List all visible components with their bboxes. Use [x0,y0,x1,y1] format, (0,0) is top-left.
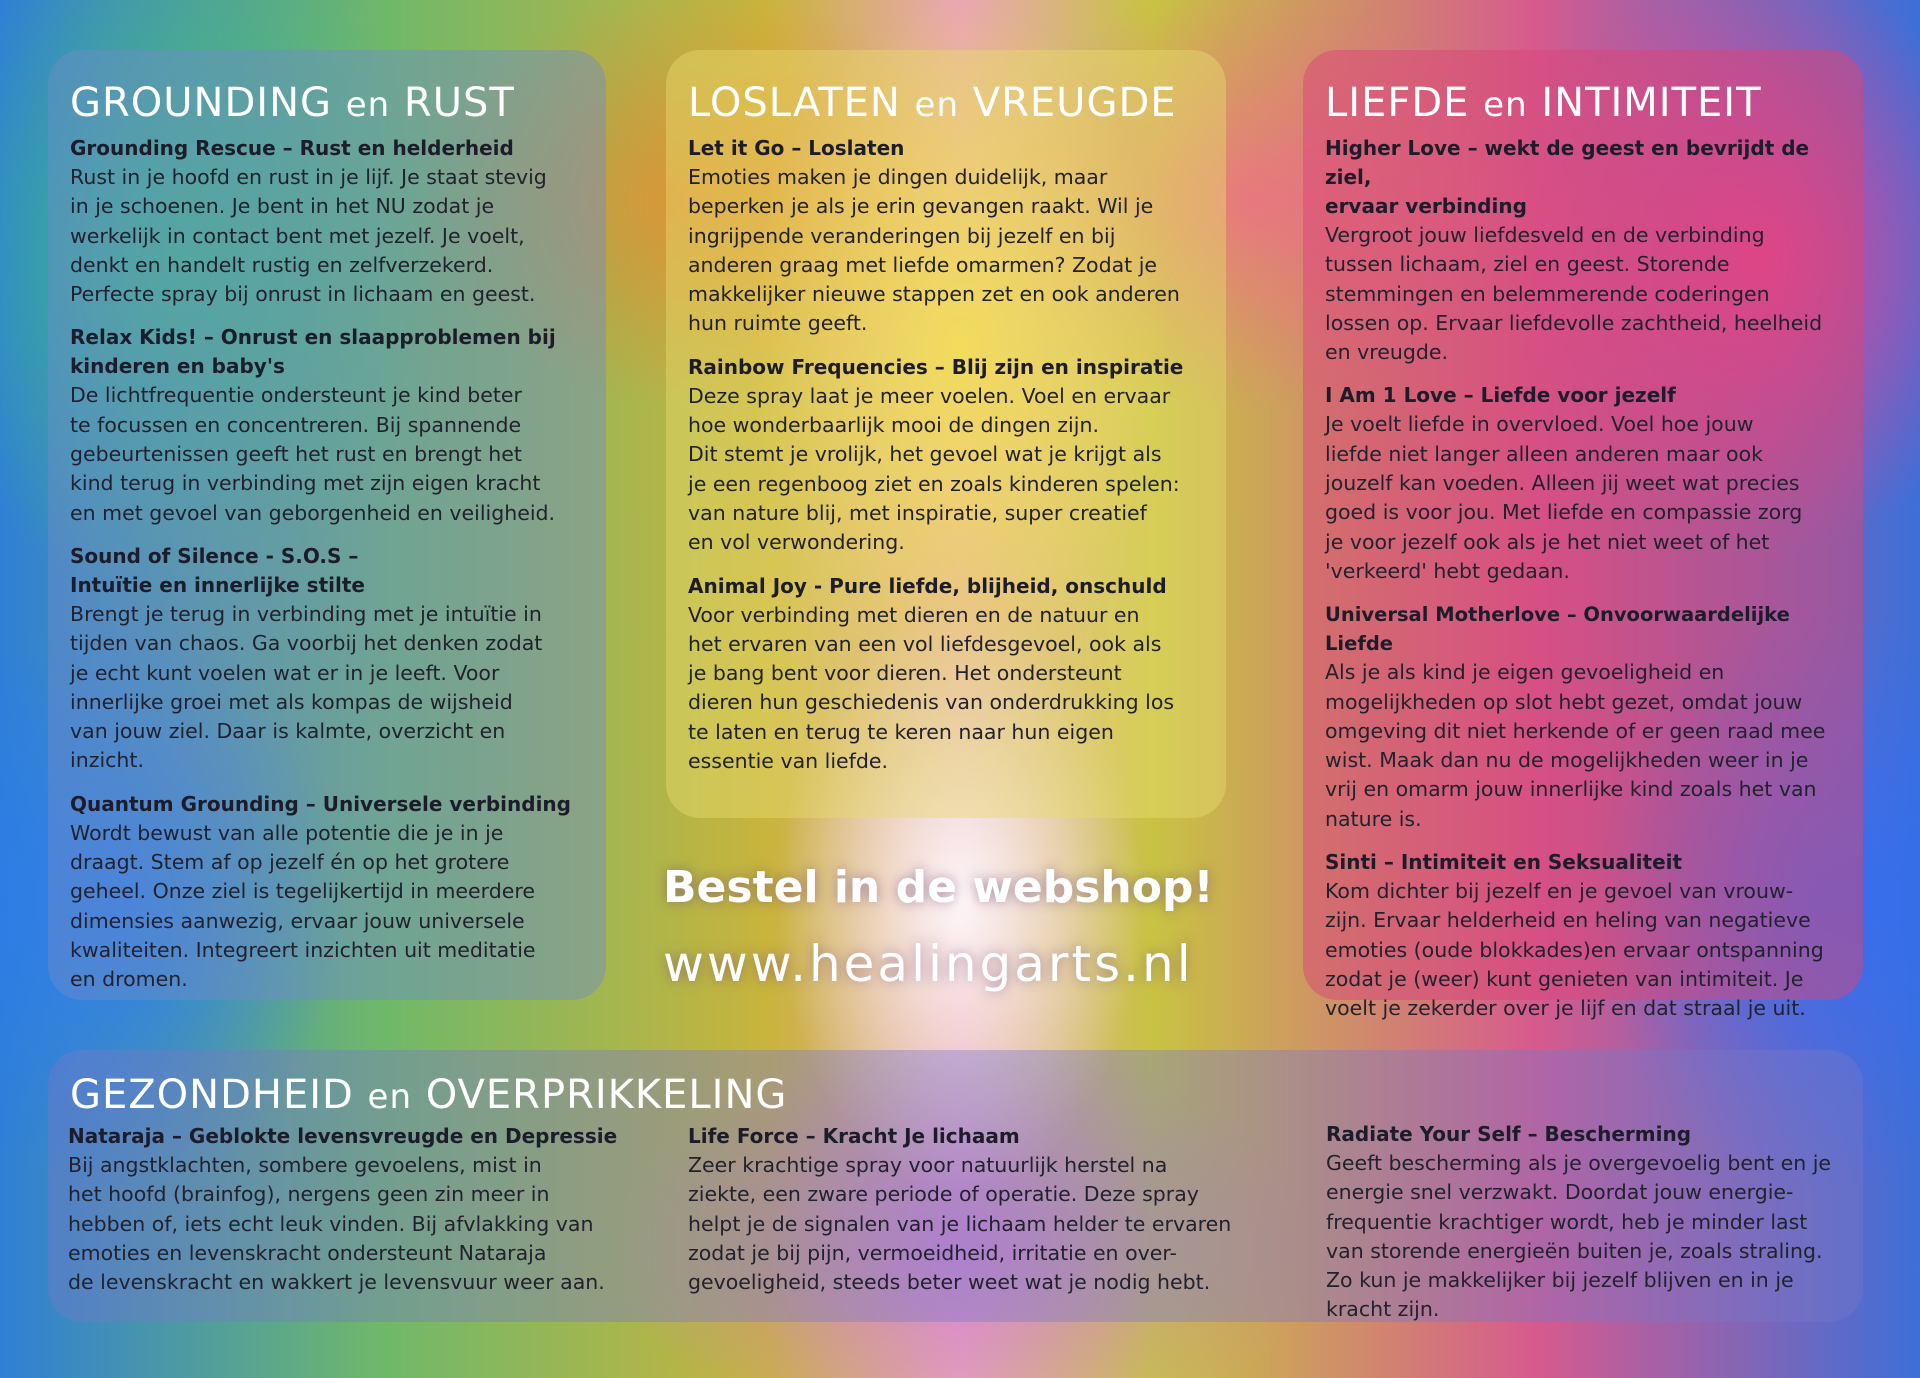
section-heading-gezondheid [70,1072,1843,1118]
product-description: De lichtfrequentie ondersteunt je kind beter te focussen en concentreren. Bij spannende gebeurtenissen geeft het rust en brengt het kind terug in verbinding met zijn eigen kracht en met gevoel van geborgenheid en veiligheid. [70,383,556,525]
product-description: Voor verbinding met dieren en de natuur en het ervaren van een vol liefdesgevoel, ook als je bang bent voor dieren. Het ondersteunt dieren hun geschiedenis van onderdrukking los te laten en terug te keren naar hun eigen essentie van liefde. [688,602,1175,774]
product-item [688,353,1206,558]
product-title: Sound of Silence - S.O.S – Intuïtie en innerlijke stilte [70,543,365,597]
panel-gezondheid-en-overprikkeling [48,1050,1863,1322]
product-item [1325,600,1843,834]
product-description: Geeft bescherming als je overgevoelig bent en je energie snel verzwakt. Doordat jouw energie- frequentie krachtiger wordt, heb je minder last van storende energieën buiten je, zoals straling. Zo kun je makkelijker bij jezelf blijven en in je kracht zijn. [1326,1151,1832,1322]
product-description: Kom dichter bij jezelf en je gevoel van vrouw- zijn. Ervaar helderheid en heling van negatieve emoties (oude blokkades)en ervaar ontspanning zodat je (weer) kunt genieten van intimiteit. Je voelt je zekerder over je lijf en dat straal je uit. [1325,879,1824,1021]
product-item [70,542,586,776]
product-description: Zeer krachtige spray voor natuurlijk herstel na ziekte, een zware periode of operatie. Deze spray helpt je de signalen van je lichaam helder te ervaren zodat je bij pijn, vermoeidheid, irritatie en over- gevoeligheid, steeds beter weet wat je nodig hebt. [688,1153,1232,1295]
product-title: Quantum Grounding – Universele verbinding [70,791,571,816]
product-item [1326,1120,1911,1339]
product-title: I Am 1 Love – Liefde voor jezelf [1325,383,1676,408]
product-title: Rainbow Frequencies – Blij zijn en inspiratie [688,354,1184,379]
product-title: Nataraja – Geblokte levensvreugde en Depressie [68,1124,618,1148]
heading-en: en [345,85,391,125]
product-item [688,1122,1273,1311]
product-title: Higher Love – wekt de geest en bevrijdt de ziel, ervaar verbinding [1325,136,1810,218]
heading-end: OVERPRIKKELING [425,1072,788,1118]
panel-grounding-en-rust [48,50,606,1000]
product-item [70,134,586,309]
product-item [70,790,586,995]
section-heading-grounding [70,80,586,126]
heading-main: LIEFDE [1325,80,1470,126]
product-item [1325,134,1843,367]
heading-en: en [914,85,960,125]
heading-en: en [1483,85,1528,125]
product-title: Grounding Rescue – Rust en helderheid [70,136,514,160]
product-description: Vergroot jouw liefdesveld en de verbinding tussen lichaam, ziel en geest. Storende stemmingen en belemmerende coderingen lossen op. Ervaar liefdevolle zachtheid, heelheid en vreugde. [1325,223,1823,365]
heading-end: INTIMITEIT [1541,80,1762,126]
product-description: Rust in je hoofd en rust in je lijf. Je staat stevig in je schoenen. Je bent in het NU zodat je werkelijk in contact bent met jezelf. Je voelt, denkt en handelt rustig en zelfverzekerd. Perfecte spray bij onrust in lichaam en geest. [70,165,547,307]
product-item [70,323,586,527]
product-item [688,134,1206,339]
heading-end: RUST [403,80,515,126]
heading-main: LOSLATEN [688,80,901,126]
heading-end: VREUGDE [972,80,1177,126]
product-description: Deze spray laat je meer voelen. Voel en ervaar hoe wonderbaarlijk mooi de dingen zijn. Dit stemt je vrolijk, het gevoel wat je krijgt als je een regenboog ziet en zoals kinderen spelen: van nature blij, met inspiratie, super creatief en vol verwondering. [688,383,1180,555]
webshop-url-link[interactable]: www.healingarts.nl [663,935,1194,993]
product-description: Als je als kind je eigen gevoeligheid en mogelijkheden op slot hebt gezet, omdat jouw omgeving dit niet herkende of er geen raad mee wist. Maak dan nu de mogelijkheden weer in je vrij en omarm jouw innerlijke kind zoals het van nature is. [1325,660,1826,831]
section-heading-liefde [1325,80,1843,126]
webshop-promo [663,862,1263,993]
panel-loslaten-en-vreugde [666,50,1226,818]
product-title: Relax Kids! – Onrust en slaapproblemen bij kinderen en baby's [70,325,556,379]
product-item [1325,381,1843,586]
product-title: Let it Go – Loslaten [688,136,905,160]
promo-title: Bestel in de webshop! [663,862,1214,913]
product-title: Life Force – Kracht Je lichaam [688,1124,1020,1148]
product-title: Sinti – Intimiteit en Seksualiteit [1325,850,1683,875]
heading-main: GROUNDING [70,80,332,126]
product-item [68,1122,653,1311]
product-description: Bij angstklachten, sombere gevoelens, mist in het hoofd (brainfog), nergens geen zin meer in hebben of, iets echt leuk vinden. Bij afvlakking van emoties en levenskracht ondersteunt Nataraja de levenskracht en wakkert je levensvuur weer aan. [68,1153,605,1295]
product-item [688,572,1206,777]
product-description: Je voelt liefde in overvloed. Voel hoe jouw liefde niet langer alleen anderen maar ook jouzelf kan voeden. Alleen jij weet wat precies goed is voor jou. Met liefde en compassie zorg je voor jezelf ook als je het niet weet of het 'verkeerd' hebt gedaan. [1325,412,1803,583]
heading-en: en [367,1077,413,1117]
product-title: Animal Joy - Pure liefde, blijheid, onschuld [688,573,1167,598]
product-description: Emoties maken je dingen duidelijk, maar beperken je als je erin gevangen raakt. Wil je ingrijpende veranderingen bij jezelf en bij anderen graag met liefde omarmen? Zodat je makkelijker nieuwe stappen zet en ook anderen hun ruimte geeft. [688,165,1180,336]
product-description: Brengt je terug in verbinding met je intuïtie in tijden van chaos. Ga voorbij het denken zodat je echt kunt voelen wat er in je leeft. Voor innerlijke groei met als kompas de wijsheid van jouw ziel. Daar is kalmte, overzicht en inzicht. [70,601,543,773]
product-title: Radiate Your Self – Bescherming [1326,1122,1692,1146]
heading-main: GEZONDHEID [70,1072,354,1118]
section-heading-loslaten [688,80,1206,126]
panel-liefde-en-intimiteit [1303,50,1863,1021]
product-description: Wordt bewust van alle potentie die je in je draagt. Stem af op jezelf én op het grotere geheel. Onze ziel is tegelijkertijd in meerdere dimensies aanwezig, ervaar jouw universele kwaliteiten. Integreert inzichten uit meditatie en dromen. [70,820,536,992]
product-title: Universal Motherlove – Onvoorwaardelijke Liefde [1325,603,1790,656]
product-item [1325,848,1843,1023]
